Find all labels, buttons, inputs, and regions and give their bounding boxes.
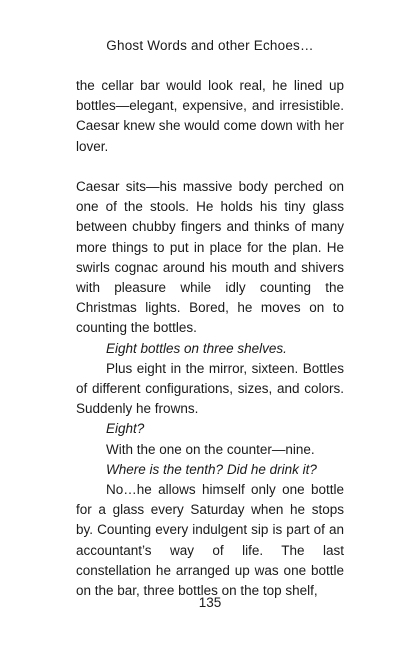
paragraph: Caesar sits—his massive body perched on one of the stools. He holds his tiny glass between chubby fingers and thinks of many more things to put in place for the plan. He swirls cognac around his mouth and shivers with pleasure while idly counting the Christmas lights. Bored, he moves on to counting the bottles.: [76, 179, 344, 336]
italic-line: Where is the tenth? Did he drink it?: [106, 461, 317, 477]
paragraph: No…he allows himself only one bottle for a glass every Saturday when he stops by. Counting every indulgent sip is part of an accountant’s way of life. The last constellation he arranged up was one bottle on the bar, three bottles on the top shelf,: [76, 482, 344, 599]
page-number: 135: [198, 595, 222, 610]
paragraph: With the one on the counter—nine.: [106, 441, 315, 457]
italic-line: Eight bottles on three shelves.: [106, 340, 287, 356]
running-head: Ghost Words and other Echoes…: [106, 38, 314, 53]
paragraph: Plus eight in the mirror, sixteen. Bottles of different configurations, sizes, and colors. Suddenly he frowns.: [76, 360, 344, 417]
body-text: [76, 76, 344, 601]
paragraph: the cellar bar would look real, he lined up bottles—elegant, expensive, and irresistible. Caesar knew she would come down with her lover.: [76, 78, 344, 154]
italic-line: Eight?: [106, 421, 145, 437]
